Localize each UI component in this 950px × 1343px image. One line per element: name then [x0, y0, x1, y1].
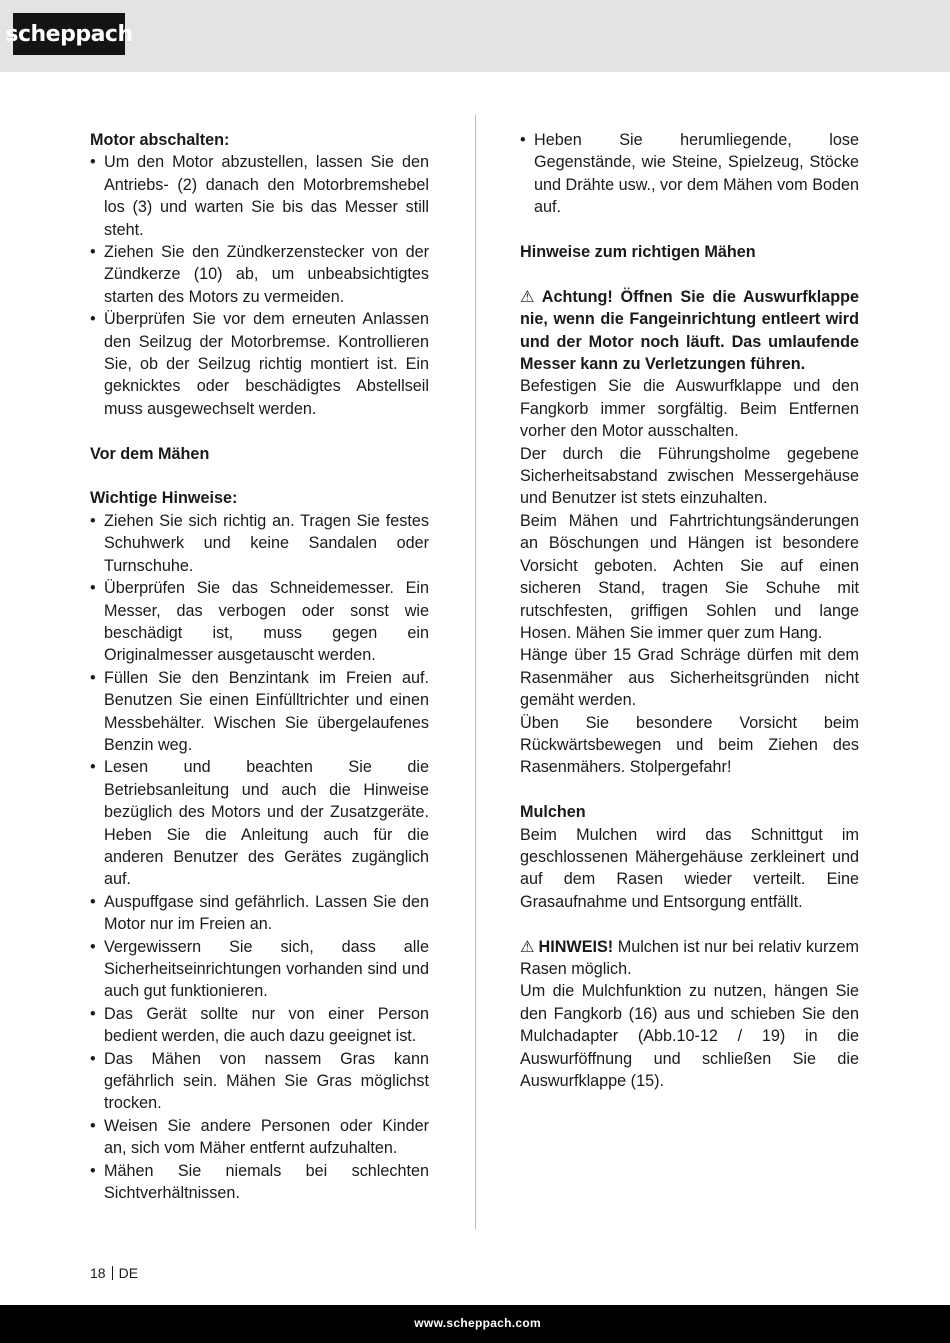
mulching-heading: Mulchen [520, 803, 586, 822]
list-item: • Um den Motor abzustellen, lassen Sie den Antriebs- (2) danach den Motorbremshebel los (3) und warten Sie bis das Messer still steht. [90, 151, 429, 241]
page-footer-label [90, 1265, 138, 1281]
note-text: Mulchen ist nur bei relativ kurzem Rasen möglich. [520, 937, 859, 978]
important-notes-list [90, 510, 429, 1205]
list-item: • Mähen Sie niemals bei schlechten Sichtverhältnissen. [90, 1160, 429, 1205]
mowing-tips-heading: Hinweise zum richtigen Mähen [520, 243, 756, 262]
list-item: • Das Gerät sollte nur von einer Person bedient werden, die auch dazu geeignet ist. [90, 1003, 429, 1048]
mulch-instructions: Um die Mulchfunktion zu nutzen, hängen Sie den Fangkorb (16) aus und schieben Sie den Mulchadapter (Abb.10-12 / 19) in die Auswurföffnung und schließen Sie die Auswurfklappe (15). [520, 982, 859, 1090]
right-column [520, 129, 859, 1092]
scheppach-logo: scheppach [13, 13, 125, 55]
paragraph: Der durch die Führungsholme gegebene Sicherheitsabstand zwischen Messergehäuse und Benutzer ist stets einzuhalten. [520, 444, 859, 508]
list-item: • Ziehen Sie sich richtig an. Tragen Sie festes Schuhwerk und keine Sandalen oder Turnschuhe. [90, 510, 429, 577]
paragraph: Befestigen Sie die Auswurfklappe und den Fangkorb immer sorgfältig. Beim Entfernen vorher den Motor ausschalten. [520, 377, 859, 441]
column-divider [475, 114, 476, 1230]
footer-bar [0, 1305, 950, 1343]
warning-icon: ⚠ [520, 937, 535, 956]
warning-block [520, 286, 859, 376]
before-mowing-heading: Vor dem Mähen [90, 444, 210, 463]
before-mowing-list-continued [520, 129, 859, 219]
list-item: • Weisen Sie andere Personen oder Kinder an, sich vom Mäher entfernt aufzuhalten. [90, 1115, 429, 1160]
important-notes-heading: Wichtige Hinweise: [90, 489, 238, 508]
list-item: • Auspuffgase sind gefährlich. Lassen Sie den Motor nur im Freien an. [90, 891, 429, 936]
note-label: HINWEIS! [538, 937, 614, 956]
motor-off-heading: Motor abschalten: [90, 131, 230, 149]
list-item: • Lesen und beachten Sie die Betriebsanleitung und auch die Hinweise bezüglich des Motors und der Zusatzgeräte. Heben Sie die Anleitung auch für die anderen Benutzer des Gerätes zugänglich auf. [90, 756, 429, 890]
paragraph: Üben Sie besondere Vorsicht beim Rückwärtsbewegen und beim Ziehen des Rasenmähers. Stolpergefahr! [520, 713, 859, 777]
note-block [520, 936, 859, 981]
list-item: • Füllen Sie den Benzintank im Freien auf. Benutzen Sie einen Einfülltrichter und einen Messbehälter. Wischen Sie übergelaufenes Benzin weg. [90, 667, 429, 757]
language-code: DE [118, 1265, 139, 1281]
list-item: • Heben Sie herumliegende, lose Gegenstände, wie Steine, Spielzeug, Stöcke und Drähte usw., vor dem Mähen vom Boden auf. [520, 129, 859, 219]
list-item: • Ziehen Sie den Zündkerzenstecker von der Zündkerze (10) ab, um unbeabsichtigtes starten des Motors zu vermeiden. [90, 241, 429, 308]
page-header [0, 0, 950, 72]
website-url: www.scheppach.com [414, 1316, 541, 1330]
mulching-text: Beim Mulchen wird das Schnittgut im geschlossenen Mähergehäuse zerkleinert und auf dem Rasen wieder verteilt. Eine Grasaufnahme und Entsorgung entfällt. [520, 825, 859, 911]
paragraph: Hänge über 15 Grad Schräge dürfen mit dem Rasenmäher aus Sicherheitsgründen nicht gemäht werden. [520, 646, 859, 710]
list-item: • Das Mähen von nassem Gras kann gefährlich sein. Mähen Sie Gras möglichst trocken. [90, 1048, 429, 1115]
warning-icon: ⚠ [520, 287, 538, 306]
motor-off-list [90, 151, 429, 420]
left-column [90, 129, 429, 1204]
list-item: • Vergewissern Sie sich, dass alle Sicherheitseinrichtungen vorhanden sind und auch gut funktionieren. [90, 936, 429, 1003]
paragraph: Beim Mähen und Fahrtrichtungsänderungen an Böschungen und Hängen ist besondere Vorsicht geboten. Achten Sie auf einen sicheren Stand, tragen Sie Schuhe mit rutschfesten, griffigen Sohlen und lange Hosen. Mähen Sie immer quer zum Hang. [520, 511, 859, 642]
list-item: • Überprüfen Sie das Schneidemesser. Ein Messer, das verbogen oder sonst wie beschädigt ist, muss gegen ein Originalmesser ausgetauscht werden. [90, 577, 429, 667]
separator [112, 1266, 113, 1280]
list-item: • Überprüfen Sie vor dem erneuten Anlassen den Seilzug der Motorbremse. Kontrollieren Sie, ob der Seilzug richtig montiert ist. Ein geknicktes oder beschädigtes Abstellseil muss ausgewechselt werden. [90, 308, 429, 420]
page-number: 18 [90, 1265, 106, 1281]
warning-text: Achtung! Öffnen Sie die Auswurfklappe nie, wenn die Fangeinrichtung entleert wird und der Motor noch läuft. Das umlaufende Messer kann zu Verletzungen führen. [520, 287, 859, 374]
